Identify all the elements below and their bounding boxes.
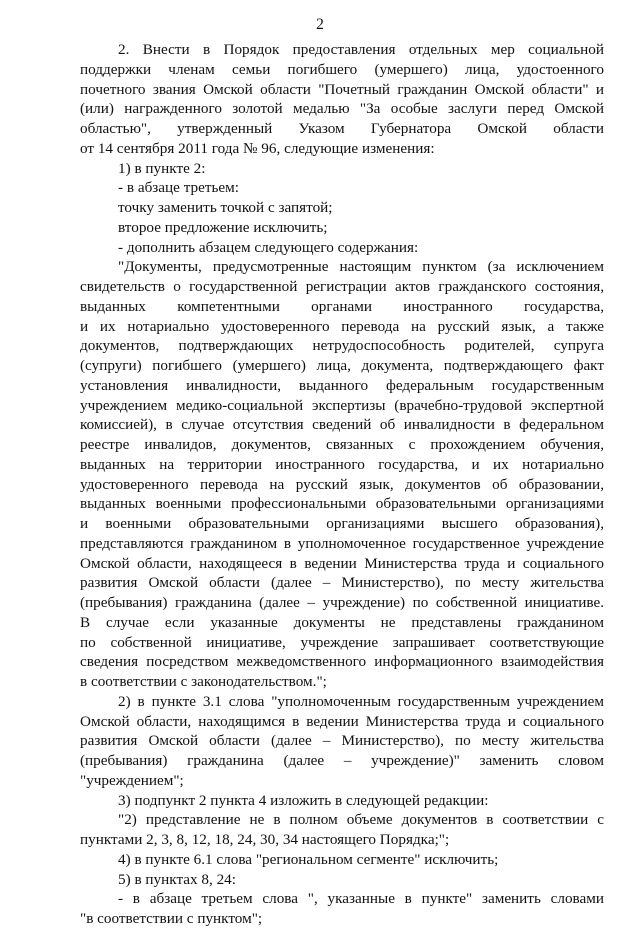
paragraph-line: (или) награжденного золотой медалью "За особые заслуги перед Омской [80,100,604,118]
paragraph-line: (супруги) погибшего (умершего) лица, документа, подтверждающего факт [80,357,604,374]
paragraph-line: областью", утвержденный Указом Губернатора Омской области [80,120,604,137]
paragraph-line: развития Омской области (далее – Министерство), по месту жительства [80,574,604,592]
paragraph-line: выданных компетентными органами иностранного государства, [80,297,604,315]
paragraph-line: второе предложение исключить; [118,218,328,236]
paragraph-line: выданных на территории иностранного государства, и их нотариально [80,455,604,473]
paragraph-line: почетного звания Омской области "Почетный гражданин Омской области" и [80,80,604,98]
paragraph-line: "в соответствии с пунктом"; [80,910,263,927]
paragraph-line: от 14 сентября 2011 года № 96, следующие изменения: [80,139,435,157]
paragraph-line: 3) подпункт 2 пункта 4 изложить в следующей редакции: [118,791,489,809]
paragraph-line: Омской области, находящееся в ведении Министерства труда и социального [80,554,604,572]
paragraph-line: комиссией), в случае отсутствия сведений об инвалидности в федеральном [80,416,604,434]
paragraph-line: 4) в пункте 6.1 слова "региональном сегменте" исключить; [118,850,499,868]
paragraph-line: "учреждением"; [80,771,184,789]
paragraph-line: в соответствии с законодательством."; [80,673,327,690]
paragraph-line: по собственной инициативе, учреждение запрашивает соответствующие [80,633,604,651]
paragraph-line: - в абзаце третьем: [118,179,239,197]
paragraph-line: - дополнить абзацем следующего содержания: [118,238,419,256]
paragraph-line: Омской области, находящимся в ведении Министерства труда и социального [80,712,604,730]
paragraph-line: документов, подтверждающих нетрудоспособность родителей, супруга [80,337,604,355]
paragraph-line: установления инвалидности, выданного федеральным государственным [80,376,604,394]
paragraph-line: пунктами 2, 3, 8, 12, 18, 24, 30, 34 настоящего Порядка;"; [80,831,450,848]
document-body [80,40,604,929]
paragraph-line: "Документы, предусмотренные настоящим пунктом (за исключением [118,258,604,276]
paragraph-line: 5) в пунктах 8, 24: [118,870,236,888]
paragraph-line: и военными образовательными организациями высшего образования), [80,515,604,532]
paragraph-line: удостоверенного перевода на русский язык, документов об образовании, [80,475,604,493]
paragraph-line: - в абзаце третьем слова ", указанные в пункте" заменить словами [118,890,604,908]
paragraph-line: и их нотариально удостоверенного перевода на русский язык, а также [80,317,604,335]
paragraph-line: В случае если указанные документы не представлены гражданином [80,613,604,631]
paragraph-line: учреждением медико-социальной экспертизы (врачебно-трудовой экспертной [80,396,604,414]
paragraph-line: поддержки членам семьи погибшего (умершего) лица, удостоенного [80,60,604,78]
paragraph-line: (пребывания) гражданина (далее – учреждение)" заменить словом [80,752,604,769]
paragraph-line: сведения посредством межведомственного информационного взаимодействия [80,653,604,671]
paragraph-line: выданных военными профессиональными образовательными организациями [80,495,604,513]
paragraph-line: 2) в пункте 3.1 слова "уполномоченным государственным учреждением [118,692,604,710]
paragraph-line: свидетельств о государственной регистрации актов гражданского состояния, [80,278,604,295]
page-number: 2 [316,16,324,33]
paragraph-line: "2) представление не в полном объеме документов в соответствии с [118,811,604,829]
paragraph-line: 1) в пункте 2: [118,159,206,177]
paragraph-line: развития Омской области (далее – Министерство), по месту жительства [80,732,604,750]
paragraph-line: точку заменить точкой с запятой; [118,199,333,216]
paragraph-line: реестре инвалидов, документов, связанных с прохождением обучения, [80,436,604,453]
paragraph-line: представляются гражданином в уполномоченное государственное учреждение [80,534,604,552]
paragraph-line: 2. Внести в Порядок предоставления отдельных мер социальной [118,41,604,58]
paragraph-line: (пребывания) гражданина (далее – учреждение) по собственной инициативе. [80,594,604,611]
